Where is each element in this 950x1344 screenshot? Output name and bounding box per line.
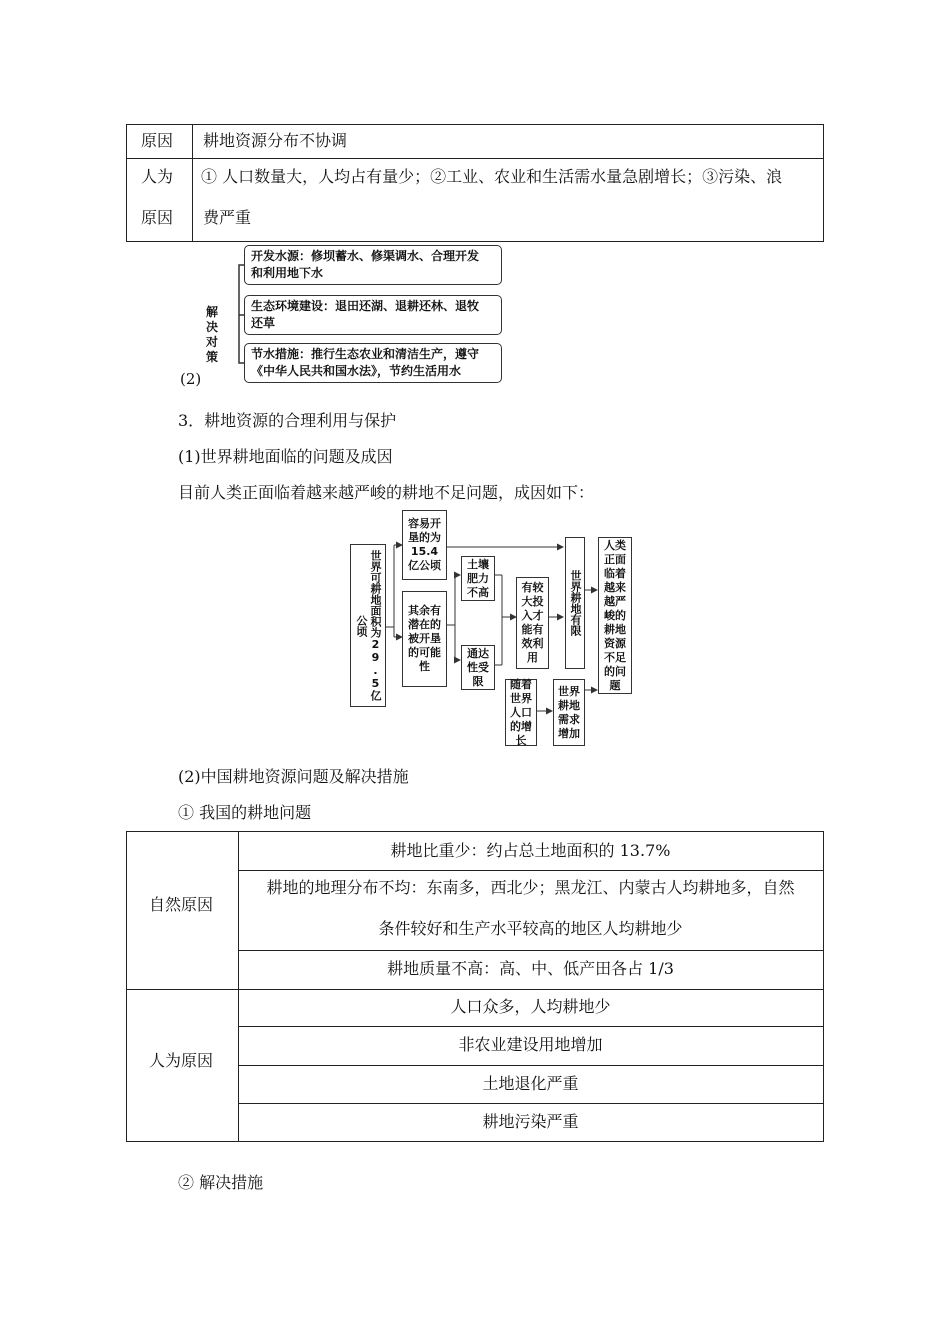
flow-box-soil-text: 土壤肥力不高 xyxy=(467,557,489,599)
strategy-box-save-line1: 节水措施：推行生态农业和清洁生产，遵守 xyxy=(251,347,480,361)
strategy-box-develop xyxy=(244,245,502,285)
subsection-2-heading: (2)中国耕地资源问题及解决措施 xyxy=(178,767,409,786)
row2-text-line1: ① 人口数量大，人均占有量少；②工业、农业和生活需水量急剧增长；③污染、浪 xyxy=(201,167,783,186)
strategy-label-line2: 对策 xyxy=(206,335,219,364)
natural-item-distribution-line2: 条件较好和生产水平较高的地区人均耕地少 xyxy=(378,919,683,938)
strategy-number: (2) xyxy=(180,370,202,388)
section-3-heading: 3．耕地资源的合理利用与保护 xyxy=(178,411,397,430)
flow-box-soil xyxy=(461,556,495,601)
row1-text: 耕地资源分布不协调 xyxy=(203,131,348,150)
flow-box-population xyxy=(505,679,537,746)
flow-box-result xyxy=(598,537,632,694)
strategy-box-ecology xyxy=(244,295,502,335)
flow-box-easy-text: 容易开垦的为15.4亿公顷 xyxy=(408,517,441,572)
human-item-pollution: 耕地污染严重 xyxy=(482,1112,579,1131)
flow-box-invest-text: 有较大投入才能有效利用 xyxy=(521,581,544,664)
human-item-degradation: 土地退化严重 xyxy=(482,1074,579,1093)
item-2-heading: ② 解决措施 xyxy=(178,1173,264,1192)
flow-box-world-area xyxy=(350,544,386,707)
row2-label-line2: 原因 xyxy=(141,208,174,227)
human-cause-label: 人为原因 xyxy=(149,1051,214,1070)
human-item-construction: 非农业建设用地增加 xyxy=(458,1035,603,1054)
strategy-box-develop-line2: 和利用地下水 xyxy=(251,266,324,280)
item-1-heading: ① 我国的耕地问题 xyxy=(178,803,312,822)
strategy-box-save xyxy=(244,343,502,383)
flow-box-population-text: 随着世界人口的增长 xyxy=(510,677,532,747)
strategy-box-save-line2: 《中华人民共和国水法》，节约生活用水 xyxy=(251,364,462,378)
flow-box-easy xyxy=(402,510,447,580)
strategy-box-ecology-line1: 生态环境建设：退田还湖、退耕还林、退牧 xyxy=(251,299,480,313)
strategy-label xyxy=(206,305,218,365)
flow-box-limited-text: 世界耕地有限 xyxy=(569,570,582,636)
strategy-box-develop-line1: 开发水源：修坝蓄水、修渠调水、合理开发 xyxy=(251,249,480,263)
natural-item-distribution-line1: 耕地的地理分布不均：东南多，西北少；黑龙江、内蒙古人均耕地多，自然 xyxy=(266,878,795,897)
strategy-box-ecology-line2: 还草 xyxy=(251,316,276,330)
row1-label: 原因 xyxy=(141,131,174,150)
flow-box-access-text: 通达性受限 xyxy=(467,646,489,688)
subsection-1-heading: (1)世界耕地面临的问题及成因 xyxy=(178,447,393,466)
flow-box-invest xyxy=(516,577,549,669)
flow-box-demand-text: 世界耕地需求增加 xyxy=(558,684,580,740)
flow-box-limited xyxy=(565,537,585,669)
row2-label-line1: 人为 xyxy=(141,167,174,186)
natural-item-quality: 耕地质量不高：高、中、低产田各占 1/3 xyxy=(387,959,674,978)
human-item-population: 人口众多，人均耕地少 xyxy=(450,997,611,1016)
intro-paragraph: 目前人类正面临着越来越严峻的耕地不足问题，成因如下： xyxy=(178,483,595,502)
water-cause-table xyxy=(126,124,824,242)
natural-item-proportion: 耕地比重少：约占总土地面积的 13.7% xyxy=(390,841,671,860)
china-farmland-problem-table xyxy=(126,831,824,1142)
flow-box-world-area-text: 世界可耕地面积为29.5亿公顷 xyxy=(355,550,382,701)
flow-box-rest xyxy=(402,591,447,687)
flow-box-rest-text: 其余有潜在的被开垦的可能性 xyxy=(408,604,441,673)
flow-box-result-text: 人类正面临着越来越严峻的耕地资源不足的问题 xyxy=(604,538,626,692)
strategy-label-line1: 解决 xyxy=(206,305,219,334)
natural-cause-label: 自然原因 xyxy=(149,895,214,914)
flow-box-access xyxy=(461,645,495,690)
row2-text-line2: 费严重 xyxy=(203,208,252,227)
flow-box-demand xyxy=(553,679,585,746)
